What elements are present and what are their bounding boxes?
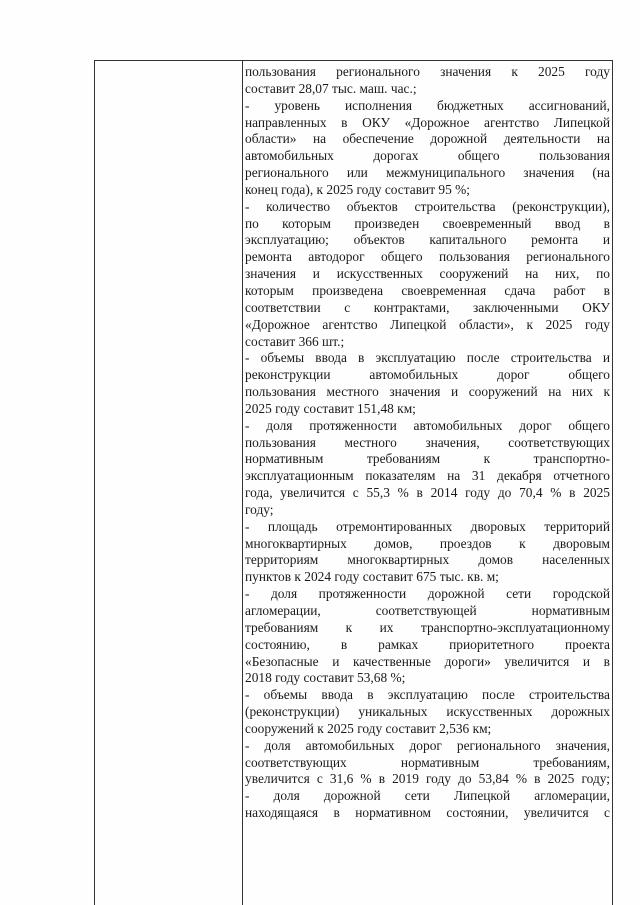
text-line: автомобильных дорогах общего пользования bbox=[245, 148, 610, 164]
text-line: - доля автомобильных дорог регионального значения, bbox=[245, 737, 610, 753]
text-line: соответствии с контрактами, заключенными ОКУ bbox=[245, 299, 610, 315]
text-line: составит 366 шт.; bbox=[245, 333, 345, 349]
text-line: «Дорожное агентство Липецкой области», к 2025 году bbox=[245, 316, 610, 332]
text-line: пунктов к 2024 году составит 675 тыс. кв. м; bbox=[245, 569, 499, 585]
text-line: пользования местного значения, соответствующих bbox=[245, 434, 610, 450]
text-line: находящаяся в нормативном состоянии, увеличится с bbox=[245, 805, 610, 821]
text-line: территориям многоквартирных домов населенных bbox=[245, 552, 610, 568]
text-line: - количество объектов строительства (реконструкции), bbox=[245, 198, 610, 214]
text-line: реконструкции автомобильных дорог общего bbox=[245, 367, 610, 383]
text-line: многоквартирных домов, проездов к дворовым bbox=[245, 535, 610, 551]
text-line: нормативным требованиям к транспортно- bbox=[245, 451, 610, 467]
text-line: - объемы ввода в эксплуатацию после строительства bbox=[245, 687, 610, 703]
text-line: требованиям к их транспортно-эксплуатационному bbox=[245, 619, 610, 635]
table bbox=[94, 60, 613, 905]
text-line: увеличится с 31,6 % в 2019 году до 53,84 % в 2025 году; bbox=[245, 771, 610, 787]
text-line: которым произведена своевременная сдача работ в bbox=[245, 282, 610, 298]
text-line: - уровень исполнения бюджетных ассигнований, bbox=[245, 97, 610, 113]
text-line: «Безопасные и качественные дороги» увеличится и в bbox=[245, 653, 610, 669]
text-line: значения и искусственных сооружений на них, по bbox=[245, 266, 610, 282]
text-line: состоянию, в рамках приоритетного проекта bbox=[245, 636, 610, 652]
text-line: агломерации, соответствующей нормативным bbox=[245, 603, 610, 618]
text-line: (реконструкции) уникальных искусственных дорожных bbox=[245, 704, 610, 720]
text-line: году; bbox=[245, 501, 274, 517]
text-line: - доля дорожной сети Липецкой агломерации, bbox=[245, 788, 610, 804]
text-line: эксплуатационным показателям на 31 декабря отчетного bbox=[245, 468, 610, 484]
text-line: - площадь отремонтированных дворовых территорий bbox=[245, 518, 610, 534]
text-line: 2025 году составит 151,48 км; bbox=[245, 400, 416, 416]
text-line: области» на обеспечение дорожной деятельности на bbox=[245, 131, 610, 147]
text-line: эксплуатацию; объектов капитального ремонта и bbox=[245, 232, 610, 248]
table-right-cell bbox=[243, 64, 611, 822]
text-line: соответствующих нормативным требованиям, bbox=[245, 754, 610, 770]
text-line: регионального или межмуниципального значения (на bbox=[245, 165, 610, 181]
text-line: 2018 году составит 53,68 %; bbox=[245, 670, 406, 686]
text-line: конец года), к 2025 году составит 95 %; bbox=[245, 181, 471, 197]
text-line: года, увеличится с 55,3 % в 2014 году до 70,4 % в 2025 bbox=[245, 485, 610, 501]
table-left-cell bbox=[95, 61, 242, 905]
text-line: составит 28,07 тыс. маш. час.; bbox=[245, 80, 417, 96]
text-line: по которым произведен своевременный ввод в bbox=[245, 215, 610, 231]
text-line: пользования регионального значения к 2025 году bbox=[245, 64, 610, 79]
text-line: - доля протяженности автомобильных дорог общего bbox=[245, 417, 610, 433]
text-line: ремонта автодорог общего пользования регионального bbox=[245, 249, 610, 265]
text-line: - доля протяженности дорожной сети городской bbox=[245, 586, 610, 602]
text-line: направленных в ОКУ «Дорожное агентство Липецкой bbox=[245, 114, 610, 130]
text-line: - объемы ввода в эксплуатацию после строительства и bbox=[245, 350, 610, 366]
text-line: сооружений к 2025 году составит 2,536 км; bbox=[245, 720, 492, 736]
text-line: пользования местного значения и сооружений на них к bbox=[245, 384, 610, 400]
